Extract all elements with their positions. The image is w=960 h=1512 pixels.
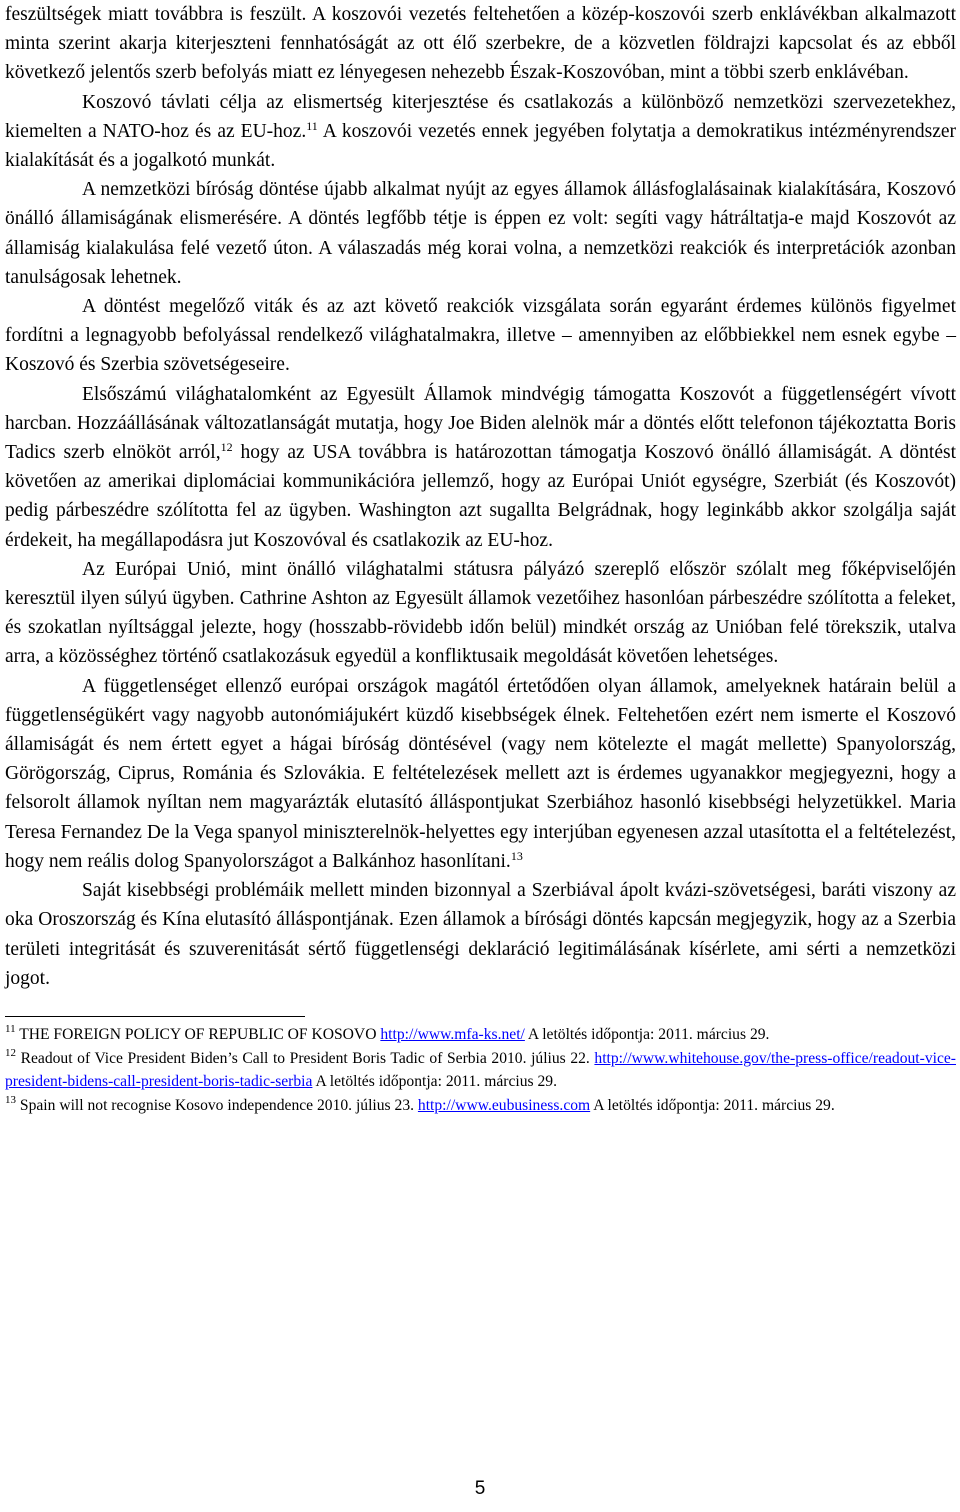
footnote-ref[interactable]: 12 (220, 440, 233, 455)
footnote-link[interactable]: http://www.eubusiness.com (417, 1096, 591, 1114)
paragraph: A nemzetközi bíróság döntése újabb alkalmat nyújt az egyes államok állásfoglalásainak kialakítására, Koszovó önálló államiságának elismerésére. A döntés legfőbb tétje is éppen ez volt: segíti vagy hátráltatja-e majd Koszovót az államiság kialakulása felé vezető úton. A válaszadás még korai volna, a nemzetközi reakciók és interpretációk azonban tanulságosak lehetnek. (5, 179, 956, 288)
paragraph: A függetlenséget ellenző európai országok magától értetődően olyan államok, amelyeknek határain belül a függetlenségükért vagy nagyobb autonómiájukért küzdő kisebbségek élnek. Feltehetően ezért nem ismerte el Koszovó államiságát és nem értett egyet a hágai bíróság döntésével (vagy nem kötelezte el magát mellette) Spanyolország, Görögország, Ciprus, Románia és Szlovákia. E feltételezések mellett azt is érdemes ugyanakkor megjegyezni, hogy a felsorolt államok nyíltan nem magyarázták elutasító álláspontjukat Szerbiához hasonló kisebbségi helyzetükkel. Maria Teresa Fernandez De la Vega spanyol miniszterelnök-helyettes egy interjúban egyenesen azzal utasította el a feltételezést, hogy nem reális dolog Spanyolországot a Balkánhoz hasonlítani.$^{13}$ (5, 675, 956, 872)
footnote-ref[interactable]: 11 (306, 118, 318, 133)
paragraph: Koszovó távlati célja az elismertség kiterjesztése és csatlakozás a különböző nemzetközi szervezetekhez, kiemelten a NATO-hoz és az EU-hoz.$^{11}$ A koszovói vezetés ennek jegyében folytatja a demokratikus intézményrendszer kialakítását és a jogalkotó munkát. (5, 91, 956, 172)
document-page (5, 0, 956, 1117)
paragraph: Saját kisebbségi problémáik mellett minden bizonnyal a Szerbiával ápolt kvázi-szövetségesi, baráti viszony az oka Oroszország és Kína elutasító álláspontjának. Ezen államok a bírósági döntés kapcsán megjegyzik, hogy az a Szerbia területi integritását és szuverenitását sértő függetlenségi deklaráció legitimálásának kísérlete, ami sérti a nemzetközi jogot. (5, 880, 956, 989)
footnote: $^{11}$ THE FOREIGN POLICY OF REPUBLIC OF KOSOVO http://www.mfa-ks.net/ A letöltés időpontja: 2011. március 29. (5, 1022, 770, 1043)
footnote-number: 12 (5, 1046, 16, 1059)
footnote: $^{12}$ Readout of Vice President Biden’s Call to President Boris Tadic of Serbia 2010. július 22. http://www.whitehouse.gov/the-press-office/readout-vice-president-bidens-call-president-boris-tadic-serbia A letöltés időpontja: 2011. március 29. (5, 1046, 956, 1091)
footnote-link[interactable]: http://www.mfa-ks.net/ (380, 1025, 525, 1043)
footnote-number: 13 (5, 1093, 16, 1106)
paragraph: feszültségek miatt továbbra is feszült. A koszovói vezetés feltehetően a közép-koszovói szerb enklávékban alkalmazott minta szerint akarja kiterjeszteni fennhatóságát az ott élő szerbekre, de a közvetlen földrajzi kapcsolat és az ebből következő jelentős szerb befolyás miatt ez lényegesen nehezebb Észak-Koszovóban, mint a többi szerb enklávéban. (5, 4, 956, 84)
page-number: 5 (474, 1478, 486, 1499)
footnote-link[interactable]: http://www.whitehouse.gov/the-press-office/readout-vice-president-bidens-call-president-boris-tadic-serbia (5, 1049, 956, 1091)
paragraph: Az Európai Unió, mint önálló világhatalmi státusra pályázó szereplő először szólalt meg főképviselőjén keresztül ilyen súlyú ügyben. Cathrine Ashton az Egyesült államok vezetőihez hasonlóan párbeszédre szólította a feleket, és szokatlan nyíltsággal jelezte, hogy (hosszabb-rövidebb időn belül) mindkét ország az Unióban felé törekszik, utalva arra, a közösséghez történő csatlakozásuk egyedül a konfliktusaik megoldását követően lehetséges. (5, 558, 956, 668)
footnote-separator (5, 1016, 305, 1017)
footnote-number: 11 (5, 1022, 16, 1035)
footnote-ref[interactable]: 13 (510, 848, 523, 863)
paragraph: A döntést megelőző viták és az azt követő reakciók vizsgálata során egyaránt érdemes különös figyelmet fordítni a legnagyobb befolyással rendelkező világhatalmakra, illetve – amennyiben az előbbiekkel nem esnek egybe – Koszovó és Szerbia szövetségeseire. (5, 296, 956, 376)
paragraph: Elsőszámú világhatalomként az Egyesült Államok mindvégig támogatta Koszovót a függetlenségért vívott harcban. Hozzáállásának változatlanságát mutatja, hogy Joe Biden alelnök már a döntés előtt telefonon tájékoztatta Boris Tadics szerb elnököt arról,$^{12}$ hogy az USA továbbra is határozottan támogatja Koszovó önálló államiságát. A döntést követően az amerikai diplomáciai kommunikációra jellemző, hogy az Európai Uniót egységre, Szerbiát (és Koszovót) pedig párbeszédre szólította fel az ügyben. Washington azt sugallta Belgrádnak, hogy leginkább akkor szolgálja saját érdekeit, ha megállapodásra jut Koszovóval és csatlakozik az EU-hoz. (5, 383, 956, 551)
footnote: $^{13}$ Spain will not recognise Kosovo independence 2010. július 23. http://www.eubusiness.com A letöltés időpontja: 2011. március 29. (5, 1093, 835, 1114)
